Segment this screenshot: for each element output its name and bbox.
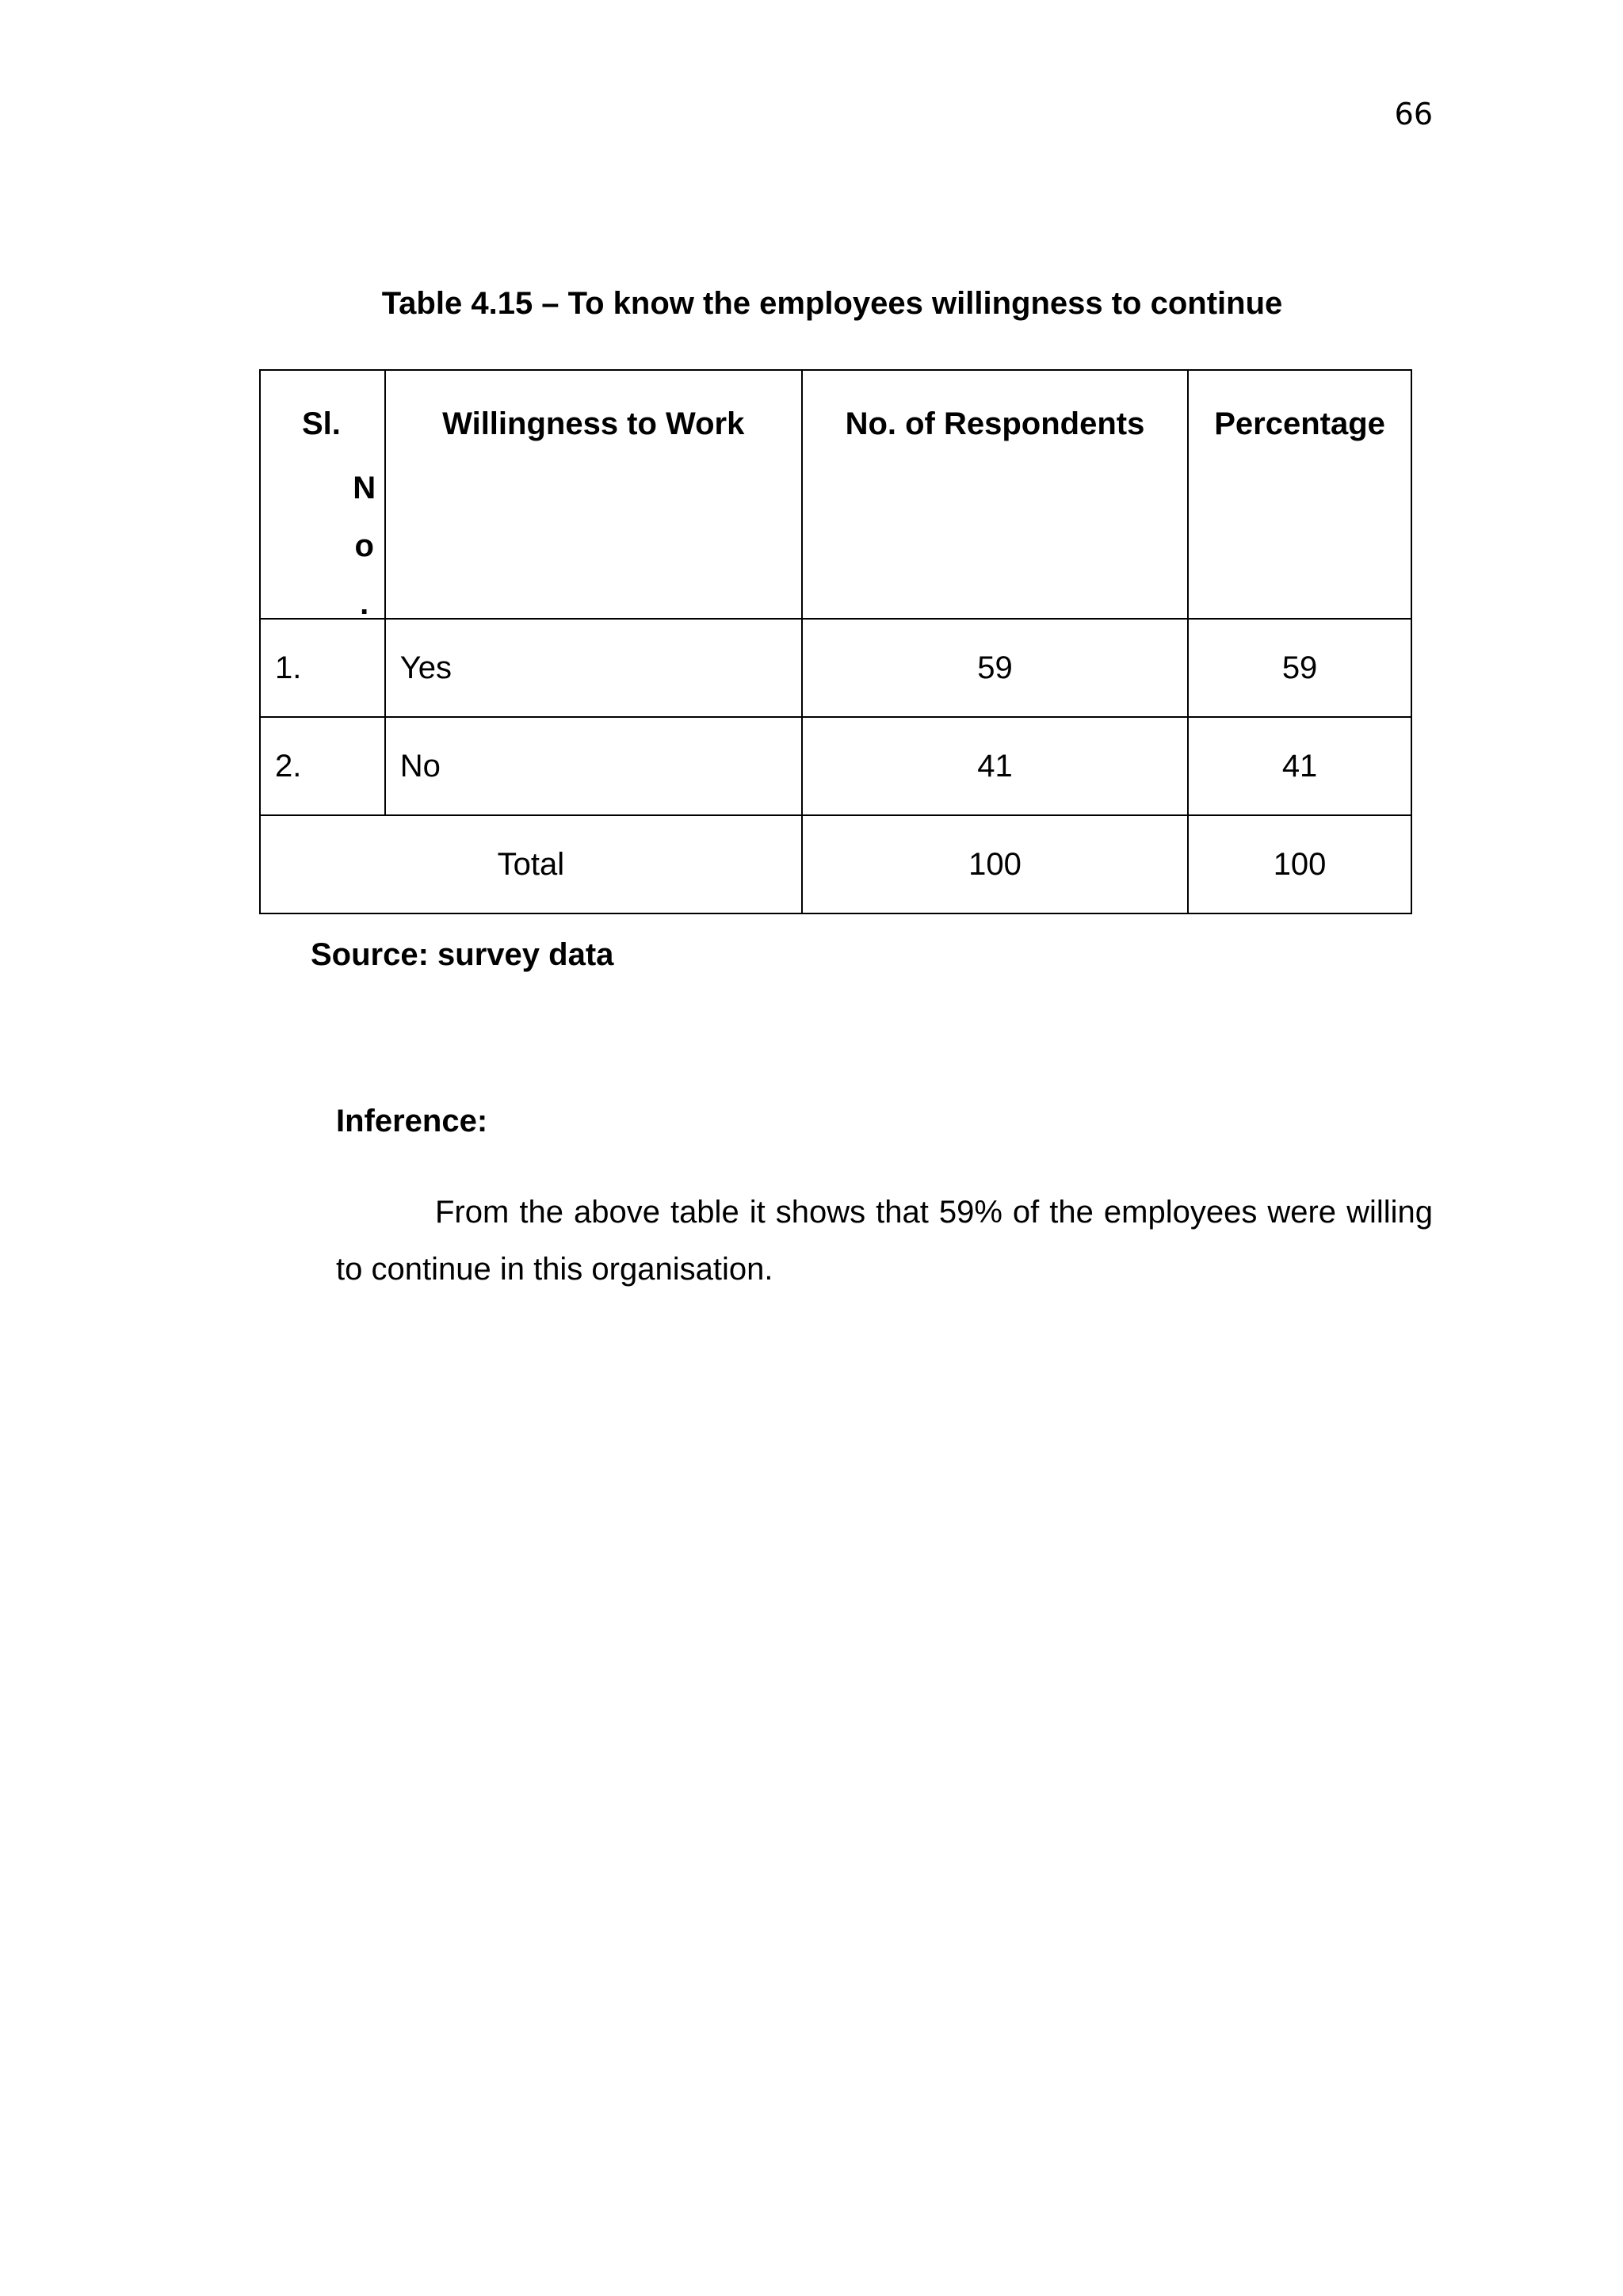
cell-respondents: 59 bbox=[802, 619, 1188, 717]
inference-heading: Inference: bbox=[336, 1104, 488, 1138]
inference-text: From the above table it shows that 59% of the employees were willing to continue in this organisation. bbox=[336, 1195, 1433, 1287]
table-row bbox=[260, 717, 1411, 815]
table-row bbox=[260, 619, 1411, 717]
cell-respondents: 41 bbox=[802, 717, 1188, 815]
header-no-letter: . bbox=[360, 586, 369, 621]
header-sl-no bbox=[260, 370, 385, 619]
header-percentage: Percentage bbox=[1188, 370, 1411, 619]
cell-willingness: Yes bbox=[385, 619, 802, 717]
cell-total-label: Total bbox=[260, 815, 802, 913]
data-table bbox=[259, 369, 1412, 914]
header-no-stack bbox=[353, 460, 376, 633]
cell-percentage: 59 bbox=[1188, 619, 1411, 717]
header-no-letter: N bbox=[353, 471, 376, 505]
header-sl-label: Sl. bbox=[302, 406, 341, 441]
cell-total-respondents: 100 bbox=[802, 815, 1188, 913]
header-no-letter: o bbox=[354, 528, 374, 563]
cell-sl: 2. bbox=[260, 717, 385, 815]
cell-total-percentage: 100 bbox=[1188, 815, 1411, 913]
table-total-row bbox=[260, 815, 1411, 913]
header-willingness: Willingness to Work bbox=[385, 370, 802, 619]
table-header-row bbox=[260, 370, 1411, 619]
header-respondents: No. of Respondents bbox=[802, 370, 1188, 619]
cell-willingness: No bbox=[385, 717, 802, 815]
page-number: 66 bbox=[1394, 97, 1433, 132]
table-title: Table 4.15 – To know the employees willingness to continue bbox=[381, 286, 1283, 321]
table-source: Source: survey data bbox=[311, 937, 614, 972]
cell-percentage: 41 bbox=[1188, 717, 1411, 815]
cell-sl: 1. bbox=[260, 619, 385, 717]
